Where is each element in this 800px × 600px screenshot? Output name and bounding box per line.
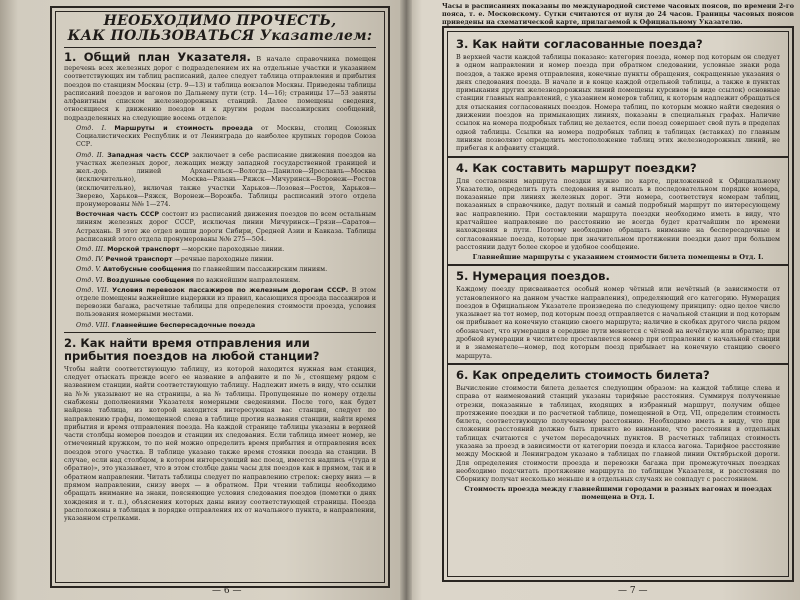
section-6-footer: Стоимость проезда между главнейшими городами в разных вагонах и поездах помещена в Отд. I.	[464, 485, 772, 502]
section-4-footer: Главнейшие маршруты с указанием стоимости билета помещены в Отд. I.	[472, 253, 764, 262]
book-gutter	[400, 0, 412, 600]
otd-3-title: Морской транспорт	[107, 244, 180, 253]
otd-east	[76, 210, 376, 243]
otd-2-text: заключает в себе расписание движения поездов на участках железных дорог, лежащих между западной государственной границей и жел.-дор. линией Архангельск—Вологда—Данилов—Ярославль—Москва (исключительно), Москва—Рязань—Ряжск—Мичуринск—Воронеж—Ростов (исключительно), включая также участки Харьков—Лозовая—Ростов, Харьков—Зверево, Харьков—Ряжск, Воронеж—Ворожба. Таблицы расписаний этого отдела пронумерованы №№ 1—274.	[76, 150, 376, 208]
section-3-title: 3. Как найти согласованные поезда?	[456, 37, 703, 51]
otd-2	[76, 151, 376, 208]
otd-6-label: Отд. VI.	[76, 275, 105, 284]
separator-4-5	[448, 264, 788, 266]
section-2-text: Чтобы найти соответствующую таблицу, из которой находится нужная вам станция, следует отыскать прежде всего ее название в алфавите и по №, стоящему рядом с названием станции, найти соответствующую таблицу. Надлежит иметь в виду, что ссылки на №№ указывают не на страницы, а на № таблицы. Пропущенные по номеру отделы снабжены дополнениями Указателя номерными сведениями. После того, как будет найдена таблица, из которой находится интересующая вас станция, следует по направлению графы, помещенной слева в таблице против названия станции, найти время прибытия и время отправления поезда. На каждой странице таблицы указаны в верхней части столбцы номеров поездов и станции их следования. Если таблица имеет номер, не отмеченный кружком, то по ней можно определить время прибытия и отправления всех поездов этого участка. В таблице указано также время стоянки поезда на станции. В случае, если над столбцом, в котором интересующий вас поезд, имеется надпись «(туда и обратно)», это указывает, что в этом столбце даны часы для поездов как в прямом, так и в обратном направлении. Читать таблицы следует по направлению стрелок: сверху вниз — в прямом направлении, снизу вверх — в обратном. При чтении таблицы необходимо обращать внимание на знаки, поясняющие условия следования поездов (пометки о днях хождения и т. п.), объяснения которых даны внизу соответствующей страницы. Поезда расположены в таблицах в порядке отправления их от начального пункта, в направлении, указанном стрелками.	[64, 364, 376, 523]
otd-7	[76, 286, 376, 319]
otd-3-label: Отд. III.	[76, 244, 106, 253]
otd-5-title: Автобусные сообщения	[103, 265, 191, 274]
otd-1	[76, 124, 376, 149]
separator-5-6	[448, 363, 788, 365]
otd-8-label: Отд. VIII.	[76, 320, 110, 329]
otd-6-title: Воздушные сообщения	[106, 275, 194, 284]
otd-4-title: Речной транспорт	[105, 255, 173, 264]
otd-5	[76, 265, 376, 273]
otd-7-text: В этом отделе помещены важнейшие выдержки из правил, касающихся проезда пассажиров и перевозки багажа, расчетные таблицы для определения стоимости проезда, условия пользования номерными местами.	[76, 285, 376, 319]
left-section-rule	[64, 332, 376, 333]
otd-4-label: Отд. IV.	[76, 255, 104, 264]
otd-1-label: Отд. I.	[76, 124, 107, 133]
otd-5-text: по главнейшим пассажирским линиям.	[192, 265, 328, 274]
left-page-number: — 6 —	[212, 586, 242, 596]
right-page-number: — 7 —	[618, 586, 648, 596]
section-2-title: 2. Как найти время отправления или прибытия поездов на любой станции?	[64, 335, 320, 363]
otd-4	[76, 255, 376, 263]
left-banner-bottom: КАК ПОЛЬЗОВАТЬСЯ Указателем:	[67, 28, 373, 44]
right-page-frame	[442, 26, 794, 582]
otd-7-label: Отд. VII.	[76, 285, 109, 294]
otd-3	[76, 245, 376, 253]
otd-8-title: Главнейшие беспересадочные поезда	[111, 320, 256, 329]
otd-6-text: по важнейшим направлениям.	[195, 275, 301, 284]
section-1	[64, 51, 376, 122]
section-5-text: Каждому поезду присваивается особый номер чётный или нечётный (в зависимости от установленного на данном участке направления), определяющий его категорию. Нумерация поездов в Официальном Указателе произведена по следующему принципу: одно целое число указывает на тот номер, под которым поезд отправляется с начальной станции и под которым он прибывает на конечную станцию своего маршрута; наличие в скобках другого числа рядом обозначает, что нумерация в середине пути меняется с чётной на нечётную или обратно; при дробной нумерации в числителе проставляется номер при отправлении с начальной станции и в знаменателе—номер, под которым поезд прибывает на конечную станцию своего маршрута.	[456, 285, 780, 360]
section-6-title: 6. Как определить стоимость билета?	[456, 367, 710, 382]
otd-7-title: Условия перевозок пассажиров по железным дорогам СССР.	[112, 285, 349, 294]
section-1-text: В начале справочника помещен перечень всех железных дорог с подразделением их на отдельные участки и указанием соответствующих им таблиц расписаний, далее следует таблица отправления и прибытия поездов по станциям Москвы (стр. 9—13) и таблица вокзалов Москвы. Приведены таблицы расписаний поездов и вагонов по Дальнему пути (стр. 14—16); страницы 17—53 заняты алфавитным списком железнодорожных станций. Далее помещены сведения, относящиеся к движению поездов и к другим родам пассажирских сообщений, подразделенных на следующие восемь отделов:	[64, 55, 376, 122]
section-5-title: 5. Нумерация поездов.	[456, 269, 610, 284]
section-4-title: 4. Как составить маршрут поездки?	[456, 160, 697, 175]
otd-east-text: состоит из расписаний движения поездов по всем остальным линиям железных дорог СССР, исключая линии Мичуринск—Грязи—Саратов—Астрахань. В этот же отдел вошли дороги Сибири, Средней Азии и Кавказа. Таблицы расписаний этого отдела пронумерованы №№ 275—504.	[76, 210, 376, 243]
left-banner-top: НЕОБХОДИМО ПРОЧЕСТЬ,	[103, 13, 337, 29]
otd-2-title: Западная часть СССР	[107, 150, 189, 159]
otd-2-label: Отд. II.	[76, 150, 104, 159]
otd-5-label: Отд. V.	[76, 265, 101, 274]
section-4-text: Для составления маршрута поездки нужно по карте, приложенной к Официальному Указателю, определить путь следования и выписать в последовательном порядке номера, показанные при линиях железных дорог. Эти номера, соответствуя номерам таблиц, показанных в справочнике, дадут полный и самый подробный маршрут по интересующему вас направлению. При составлении маршрута поездки необходимо иметь в виду, что кратчайшее направление по расстоянию не всегда будет кратчайшим по времени нахождения в пути. Поэтому необходимо обращать внимание на беспересадочные и согласованные поезда, которые при значительном протяжении поездки дают при большем расстоянии дадут более скорое и удобное сообщение.	[456, 176, 780, 251]
time-zone-note	[442, 2, 794, 26]
otd-east-title: Восточная часть СССР	[76, 210, 160, 219]
right-page	[406, 0, 800, 600]
otd-4-text: —речные пароходные линии.	[174, 255, 274, 264]
section-3-text: В верхней части каждой таблицы показано: категория поезда, номер под которым он следует в одном направлении и номер поезда при обратном следовании, условные знаки рода поездов, а также время отправления, конечные пункты обращения, сокращенные указания о днях следования поезда. В начале и в конце каждой отдельной таблицы, а также в пунктах примыкания других железнодорожных линий помещены курсивом (в виде ссылок) основные станции главных направлений, с указанием номеров таблиц, к которым надлежит обращаться для отыскания согласованных поездов. Номера таблиц, по которым можно найти сведения о движении поездов на примыкающих линиях, показаны в специальных графах. Наличие ссылок на номера подробных таблиц не делается, если поезд совершает свой путь в пределах одной таблицы. Ссылки на номера подробных таблиц в таблицах (вставках) по главным линиям позволяют определить местоположение таблиц этих железнодорожных линий, не прибегая к алфавиту станций.	[456, 53, 780, 153]
left-page-frame	[50, 6, 390, 588]
otd-3-text: —морские пароходные линии.	[181, 244, 285, 253]
otd-6	[76, 276, 376, 284]
otd-8	[76, 321, 376, 329]
separator-3-4	[448, 156, 788, 158]
otd-1-text: от Москвы, столиц Союзных Социалистических Республик и от Ленинграда до наиболее крупных городов Союза ССР.	[76, 124, 376, 149]
otd-1-title: Маршруты и стоимость проезда	[114, 124, 253, 133]
section-1-title: 1. Общий план Указателя.	[64, 50, 251, 64]
time-zone-note-text: Часы в расписаниях показаны по международной системе часовых поясов, по времени 2-го пояса, т. е. Московскому. Сутки считаются от нуля до 24 часов. Границы часовых поясов приведены на схематической карте, прилагаемой к Официальному Указателю.	[442, 2, 794, 26]
section-6-text: Вычисление стоимости билета делается следующим образом: на каждой таблице слева и справа от наименований станций указаны тарифные расстояния. Суммируя полученные отрезки, показанные в таблицах, входящих в избранный маршрут, получим общее протяжение поездки и по расчетной таблице, помещенной в Отд. VII, определим стоимость билета, соответствующую полученному расстоянию. Необходимо иметь в виду, что при сложении расстояний должно быть принято во внимание, что расстояния в отдельных таблицах считаются с учетом пересадочных пунктов. В расчетных таблицах стоимость указана за проезд в зависимости от категории поезда и класса вагона. Тарифное расстояние между Москвой и Ленинградом указано в таблицах по главной линии Октябрьской дороги. Для определения стоимости проезда и перевозки багажа при промежуточных поездках необходимо подсчитать протяжение маршрута по таблицам Указателя, и расстояния по Сборнику получат несколько меньше и в отдельных случаях не совпадут с расстоянием.	[456, 383, 780, 484]
left-banner-rule	[64, 47, 376, 48]
